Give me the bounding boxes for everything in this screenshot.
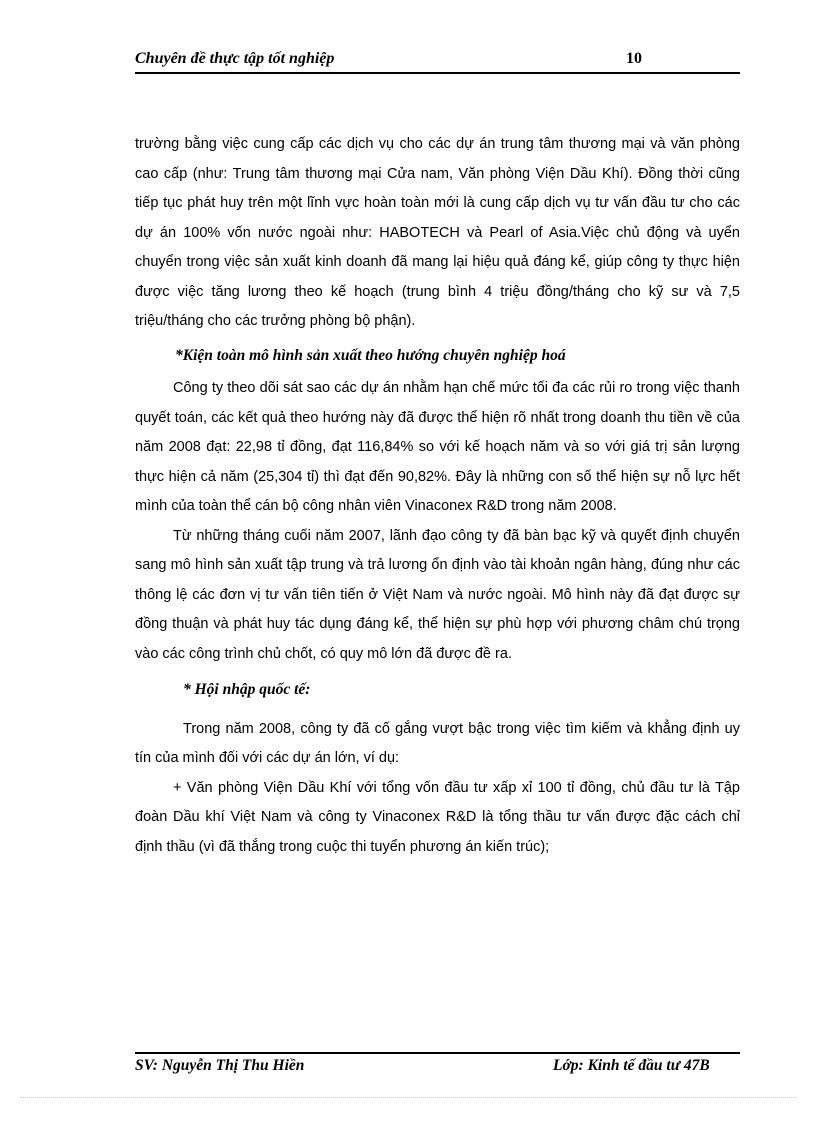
page-bottom-border	[20, 1097, 796, 1098]
paragraph-centralized-model: Từ những tháng cuối năm 2007, lãnh đạo công ty đã bàn bạc kỹ và quyết định chuyển sang mô hình sản xuất tập trung và trả lương ổn định vào tài khoản ngân hàng, đúng như các thông lệ các đơn vị tư vấn tiên tiến ở Việt Nam và nước ngoài. Mô hình này đã đạt được sự đồng thuận và phát huy tác dụng đáng kể, thể hiện sự phù hợp với phương châm chú trọng vào các công trình chủ chốt, có quy mô lớn đã được đề ra.	[135, 527, 740, 662]
section-heading-production-model: *Kiện toàn mô hình sản xuất theo hướng chuyên nghiệp hoá	[175, 346, 566, 364]
page-number: 10	[626, 50, 642, 67]
footer-student-name: SV: Nguyễn Thị Thu Hiền	[135, 1057, 305, 1074]
document-body	[135, 130, 740, 862]
paragraph-services: trường bằng việc cung cấp các dịch vụ cho các dự án trung tâm thương mại và văn phòng cao cấp (như: Trung tâm thương mại Cửa nam, Văn phòng Viện Dầu Khí). Đồng thời cũng tiếp tục phát huy trên một lĩnh vực hoàn toàn mới là cung cấp dịch vụ tư vấn đầu tư cho các dự án 100% vốn nước ngoài như: HABOTECH và Pearl of Asia.Việc chủ động và uyển chuyển trong việc sản xuất kinh doanh đã mang lại hiệu quả đáng kể, giúp công ty thực hiện được việc tăng lương theo kế hoạch (trung bình 4 triệu đồng/tháng cho kỹ sư và 7,5 triệu/tháng cho các trưởng phòng bộ phận).	[135, 136, 740, 329]
paragraph-reputation: Trong năm 2008, công ty đã cố gắng vượt bậc trong việc tìm kiếm và khẳng định uy tín của mình đối với các dự án lớn, ví dụ:	[135, 720, 740, 766]
list-item-petroleum-office: + Văn phòng Viện Dầu Khí với tổng vốn đầu tư xấp xỉ 100 tỉ đồng, chủ đầu tư là Tập đoàn Dầu khí Việt Nam và công ty Vinaconex R&D là tổng thầu tư vấn được đặc cách chỉ định thầu (vì đã thắng trong cuộc thi tuyển phương án kiến trúc);	[135, 779, 740, 855]
paragraph-project-monitoring: Công ty theo dõi sát sao các dự án nhằm hạn chế mức tối đa các rủi ro trong việc thanh quyết toán, các kết quả theo hướng này đã được thể hiện rõ nhất trong doanh thu tiền về của năm 2008 đạt: 22,98 tỉ đồng, đạt 116,84% so với kế hoạch năm và so với giá trị sản lượng thực hiện cả năm (25,304 tỉ) thì đạt đến 90,82%. Đây là những con số thể hiện sự nỗ lực hết mình của toàn thể cán bộ công nhân viên Vinaconex R&D trong năm 2008.	[135, 380, 740, 514]
section-heading-international-integration: * Hội nhập quốc tế:	[183, 681, 311, 698]
footer-divider	[135, 1052, 740, 1054]
document-title: Chuyên đề thực tập tốt nghiệp	[135, 50, 335, 67]
footer-class: Lớp: Kinh tế đầu tư 47B	[553, 1057, 710, 1074]
page-header	[135, 48, 740, 74]
